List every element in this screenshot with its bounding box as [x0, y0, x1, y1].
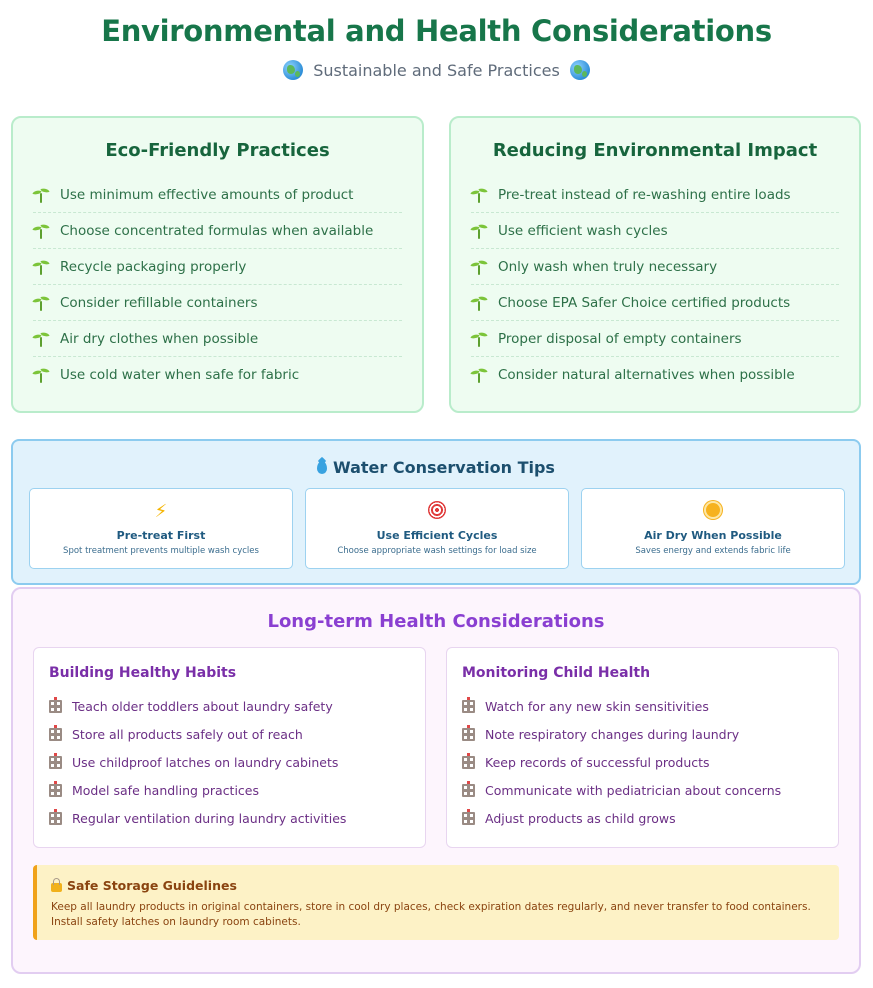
list-item-text: Use cold water when safe for fabric	[60, 367, 300, 383]
seedling-icon	[471, 187, 487, 203]
list-item	[471, 357, 839, 393]
list-item	[33, 321, 402, 357]
water-drop-icon	[317, 461, 327, 474]
safe-storage-title-text: Safe Storage Guidelines	[67, 878, 237, 893]
list-item	[49, 720, 415, 748]
list-item	[471, 213, 839, 249]
list-item-text: Proper disposal of empty containers	[498, 330, 742, 347]
list-item	[471, 177, 839, 213]
list-item	[471, 249, 839, 285]
list-item-text: Use childproof latches on laundry cabinets	[72, 754, 339, 770]
eco-friendly-card	[11, 116, 424, 413]
subtitle-text: Sustainable and Safe Practices	[313, 60, 560, 80]
tip-title: Air Dry When Possible	[644, 529, 782, 542]
tip-title: Pre-treat First	[116, 529, 206, 542]
environmental-impact-title: Reducing Environmental Impact	[492, 140, 818, 161]
list-item	[49, 776, 415, 804]
lightning-icon: ⚡	[154, 501, 168, 521]
list-item-text: Use efficient wash cycles	[498, 222, 668, 239]
tip-description: Spot treatment prevents multiple wash cycles	[63, 546, 259, 556]
page-title: Environmental and Health Considerations	[101, 14, 772, 48]
hospital-icon	[462, 784, 475, 797]
seedling-icon	[471, 367, 487, 383]
list-item-text: Pre-treat instead of re-washing entire loads	[498, 186, 791, 203]
healthy-habits-list	[49, 692, 415, 832]
eco-friendly-title: Eco-Friendly Practices	[105, 140, 330, 161]
hospital-icon	[462, 700, 475, 713]
seedling-icon	[471, 331, 487, 347]
tip-description: Choose appropriate wash settings for load size	[337, 546, 537, 556]
hospital-icon	[49, 728, 62, 741]
list-item-text: Keep records of successful products	[485, 754, 710, 770]
seedling-icon	[33, 187, 49, 203]
list-item	[471, 285, 839, 321]
tip-efficient-cycles	[305, 488, 569, 569]
environmental-impact-card	[449, 116, 861, 413]
list-item	[462, 804, 828, 832]
child-health-card	[446, 647, 839, 848]
list-item-text: Watch for any new skin sensitivities	[485, 698, 709, 714]
list-item-text: Communicate with pediatrician about concerns	[485, 782, 782, 798]
seedling-icon	[33, 295, 49, 311]
list-item	[462, 776, 828, 804]
list-item	[33, 357, 402, 393]
hospital-icon	[49, 756, 62, 769]
sun-icon	[706, 503, 720, 517]
safe-storage-title	[51, 878, 237, 893]
seedling-icon	[33, 259, 49, 275]
hospital-icon	[462, 812, 475, 825]
list-item	[462, 720, 828, 748]
list-item-text: Air dry clothes when possible	[60, 330, 259, 347]
tip-pretreat	[29, 488, 293, 569]
list-item	[33, 285, 402, 321]
list-item-text: Use minimum effective amounts of product	[60, 186, 354, 203]
tip-title: Use Efficient Cycles	[376, 529, 498, 542]
globe-icon	[570, 60, 590, 80]
safe-storage-callout	[33, 865, 839, 940]
list-item-text: Note respiratory changes during laundry	[485, 726, 740, 742]
list-item-text: Adjust products as child grows	[485, 810, 676, 826]
seedling-icon	[471, 295, 487, 311]
list-item-text: Regular ventilation during laundry activities	[72, 810, 347, 826]
list-item	[49, 692, 415, 720]
tip-description: Saves energy and extends fabric life	[635, 546, 791, 556]
target-icon	[428, 501, 446, 519]
list-item-text: Choose concentrated formulas when available	[60, 222, 374, 239]
water-conservation-title-text: Water Conservation Tips	[333, 458, 555, 477]
list-item	[33, 213, 402, 249]
globe-icon	[283, 60, 303, 80]
eco-friendly-list	[33, 177, 402, 393]
list-item-text: Teach older toddlers about laundry safety	[72, 698, 333, 714]
list-item-text: Consider refillable containers	[60, 294, 258, 311]
list-item-text: Store all products safely out of reach	[72, 726, 303, 742]
seedling-icon	[33, 367, 49, 383]
subtitle	[0, 60, 873, 80]
list-item-text: Only wash when truly necessary	[498, 258, 718, 275]
list-item-text: Recycle packaging properly	[60, 258, 247, 275]
child-health-list	[462, 692, 828, 832]
healthy-habits-title: Building Healthy Habits	[49, 665, 237, 681]
list-item	[33, 177, 402, 213]
hospital-icon	[462, 756, 475, 769]
list-item	[49, 804, 415, 832]
list-item	[462, 692, 828, 720]
health-considerations-title: Long-term Health Considerations	[267, 611, 605, 632]
child-health-title: Monitoring Child Health	[462, 665, 651, 681]
seedling-icon	[471, 259, 487, 275]
list-item	[471, 321, 839, 357]
list-item-text: Choose EPA Safer Choice certified products	[498, 294, 791, 311]
seedling-icon	[33, 331, 49, 347]
tip-air-dry	[581, 488, 845, 569]
health-considerations-card	[11, 587, 861, 974]
list-item	[49, 748, 415, 776]
lock-icon	[51, 883, 62, 892]
hospital-icon	[49, 700, 62, 713]
seedling-icon	[471, 223, 487, 239]
list-item	[33, 249, 402, 285]
list-item-text: Consider natural alternatives when possible	[498, 367, 795, 383]
hospital-icon	[49, 784, 62, 797]
water-conservation-title	[13, 458, 859, 477]
safe-storage-text: Keep all laundry products in original containers, store in cool dry places, check expiration dates regularly, and never transfer to food containers. Install safety latches on laundry room cabinets.	[51, 901, 811, 928]
seedling-icon	[33, 223, 49, 239]
environmental-impact-list	[471, 177, 839, 393]
list-item	[462, 748, 828, 776]
water-conservation-card	[11, 439, 861, 585]
healthy-habits-card	[33, 647, 426, 848]
hospital-icon	[49, 812, 62, 825]
hospital-icon	[462, 728, 475, 741]
list-item-text: Model safe handling practices	[72, 782, 260, 798]
